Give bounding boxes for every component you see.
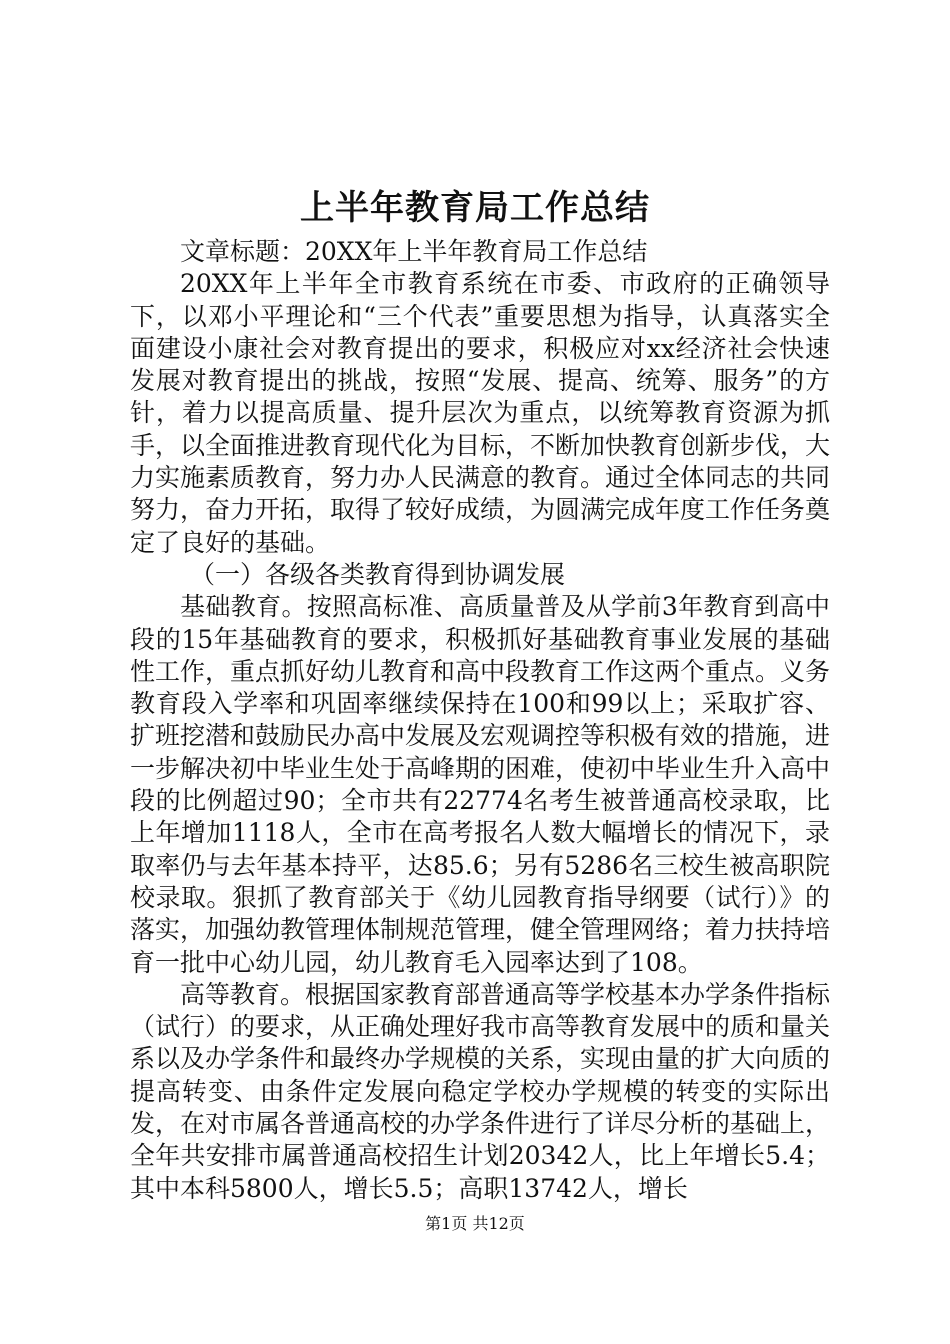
document-title: 上半年教育局工作总结 (300, 188, 650, 228)
section-heading: （一）各级各类教育得到协调发展 (190, 559, 566, 589)
document-body (130, 236, 830, 1205)
higher-education-paragraph: 高等教育。根据国家教育部普通高等学校基本办学条件指标（试行）的要求，从正确处理好我市高等教育发展中的质和量关系以及办学条件和最终办学规模的关系，实现由量的扩大向质的提高转变、由条件定发展向稳定学校办学规模的转变的实际出发，在对市属各普通高校的办学条件进行了详尽分析的基础上，全年共安排市属普通高校招生计划20342人，比上年增长5.4；其中本科5800人，增长5.5；高职13742人，增长 (130, 979, 831, 1203)
page-footer: 第1页 共12页 (425, 1214, 525, 1233)
intro-paragraph: 20XX年上半年全市教育系统在市委、市政府的正确领导下，以邓小平理论和“三个代表”重要思想为指导，认真落实全面建设小康社会对教育提出的要求，积极应对xx经济社会快速发展对教育提出的挑战，按照“发展、提高、统筹、服务”的方针，着力以提高质量、提升层次为重点，以统筹教育资源为抓手，以全面推进教育现代化为目标，不断加快教育创新步伐，大力实施素质教育，努力办人民满意的教育。通过全体同志的共同努力，奋力开拓，取得了较好成绩，为圆满完成年度工作任务奠定了良好的基础。 (130, 269, 831, 557)
article-title-line: 文章标题：20XX年上半年教育局工作总结 (180, 237, 648, 266)
basic-education-paragraph: 基础教育。按照高标准、高质量普及从学前3年教育到高中段的15年基础教育的要求，积极抓好基础教育事业发展的基础性工作，重点抓好幼儿教育和高中段教育工作这两个重点。义务教育段入学率和巩固率继续保持在100和99以上；采取扩容、扩班挖潜和鼓励民办高中发展及宏观调控等积极有效的措施，进一步解决初中毕业生处于高峰期的困难，使初中毕业生升入高中段的比例超过90；全市共有22774名考生被普通高校录取，比上年增加1118人，全市在高考报名人数大幅增长的情况下，录取率仍与去年基本持平，达85.6；另有5286名三校生被高职院校录取。狠抓了教育部关于《幼儿园教育指导纲要（试行）》的落实，加强幼教管理体制规范管理，健全管理网络；着力扶持培育一批中心幼儿园，幼儿教育毛入园率达到了108。 (130, 592, 831, 977)
